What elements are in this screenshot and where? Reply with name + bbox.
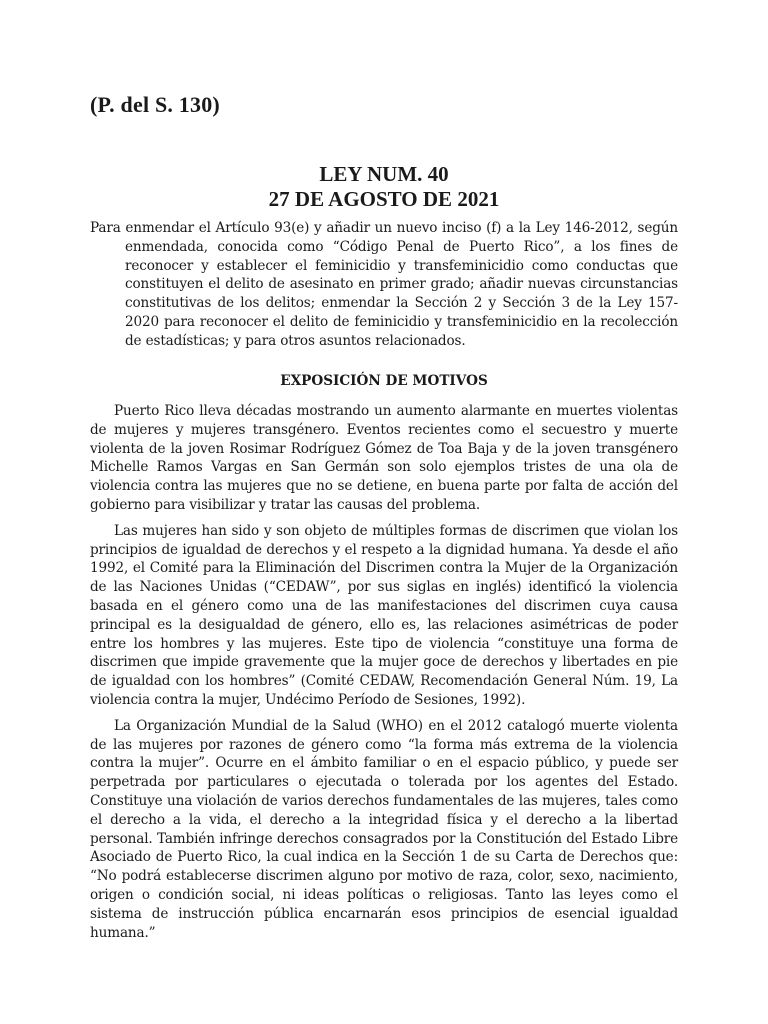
bill-number: (P. del S. 130) [90,92,220,117]
paragraph: Puerto Rico lleva décadas mostrando un aumento alarmante en muertes violentas de mujeres y mujeres transgénero. Eventos recientes como el secuestro y muerte violenta de la joven Rosimar Rodríguez Gómez de Toa Baja y de la joven transgénero Michelle Ramos Vargas en San Germán son solo ejemplos tristes de una ola de violencia contra las mujeres que no se detiene, en buena parte por falta de acción del gobierno para visibilizar y tratar las causas del problema. [90,403,678,513]
law-date: 27 DE AGOSTO DE 2021 [268,187,500,211]
paragraph: La Organización Mundial de la Salud (WHO) en el 2012 catalogó muerte violenta de las mujeres por razones de género como “la forma más extrema de la violencia contra la mujer”. Ocurre en el ámbito familiar o en el espacio público, y puede ser perpetrada por particulares o ejecutada o tolerada por los agentes del Estado. Constituye una violación de varios derechos fundamentales de las mujeres, tales como el derecho a la vida, el derecho a la integridad física y el derecho a la libertad personal. También infringe derechos consagrados por la Constitución del Estado Libre Asociado de Puerto Rico, la cual indica en la Sección 1 de su Carta de Derechos que: “No podrá establecerse discrimen alguno por motivo de raza, color, sexo, nacimiento, origen o condición social, ni ideas políticas o religiosas. Tanto las leyes como el sistema de instrucción pública encarnarán esos principios de esencial igualdad humana.” [90,717,678,941]
law-title-block [0,162,768,212]
paragraph: Las mujeres han sido y son objeto de múltiples formas de discrimen que violan los principios de igualdad de derechos y el respeto a la dignidad humana. Ya desde el año 1992, el Comité para la Eliminación del Discrimen contra la Mujer de la Organización de las Naciones Unidas (“CEDAW”, por sus siglas en inglés) identificó la violencia basada en el género como una de las manifestaciones del discrimen cuya causa principal es la desigualdad de género, ello es, las relaciones asimétricas de poder entre los hombres y las mujeres. Este tipo de violencia “constituye una forma de discrimen que impide gravemente que la mujer goce de derechos y libertades en pie de igualdad con los hombres” (Comité CEDAW, Recomendación General Núm. 19, La violencia contra la mujer, Undécimo Período de Sesiones, 1992). [90,522,678,708]
law-summary: Para enmendar el Artículo 93(e) y añadir un nuevo inciso (f) a la Ley 146-2012, según enmendada, conocida como “Código Penal de Puerto Rico”, a los fines de reconocer y establecer el feminicidio y transfeminicidio como conductas que constituyen el delito de asesinato en primer grado; añadir nuevas circunstancias constitutivas de los delitos; enmendar la Sección 2 y Sección 3 de la Ley 157-2020 para reconocer el delito de feminicidio y transfeminicidio en la recolección de estadísticas; y para otros asuntos relacionados. [90,220,678,349]
law-title: LEY NUM. 40 [319,162,449,186]
body-text [90,402,678,949]
section-heading: EXPOSICIÓN DE MOTIVOS [280,373,488,389]
